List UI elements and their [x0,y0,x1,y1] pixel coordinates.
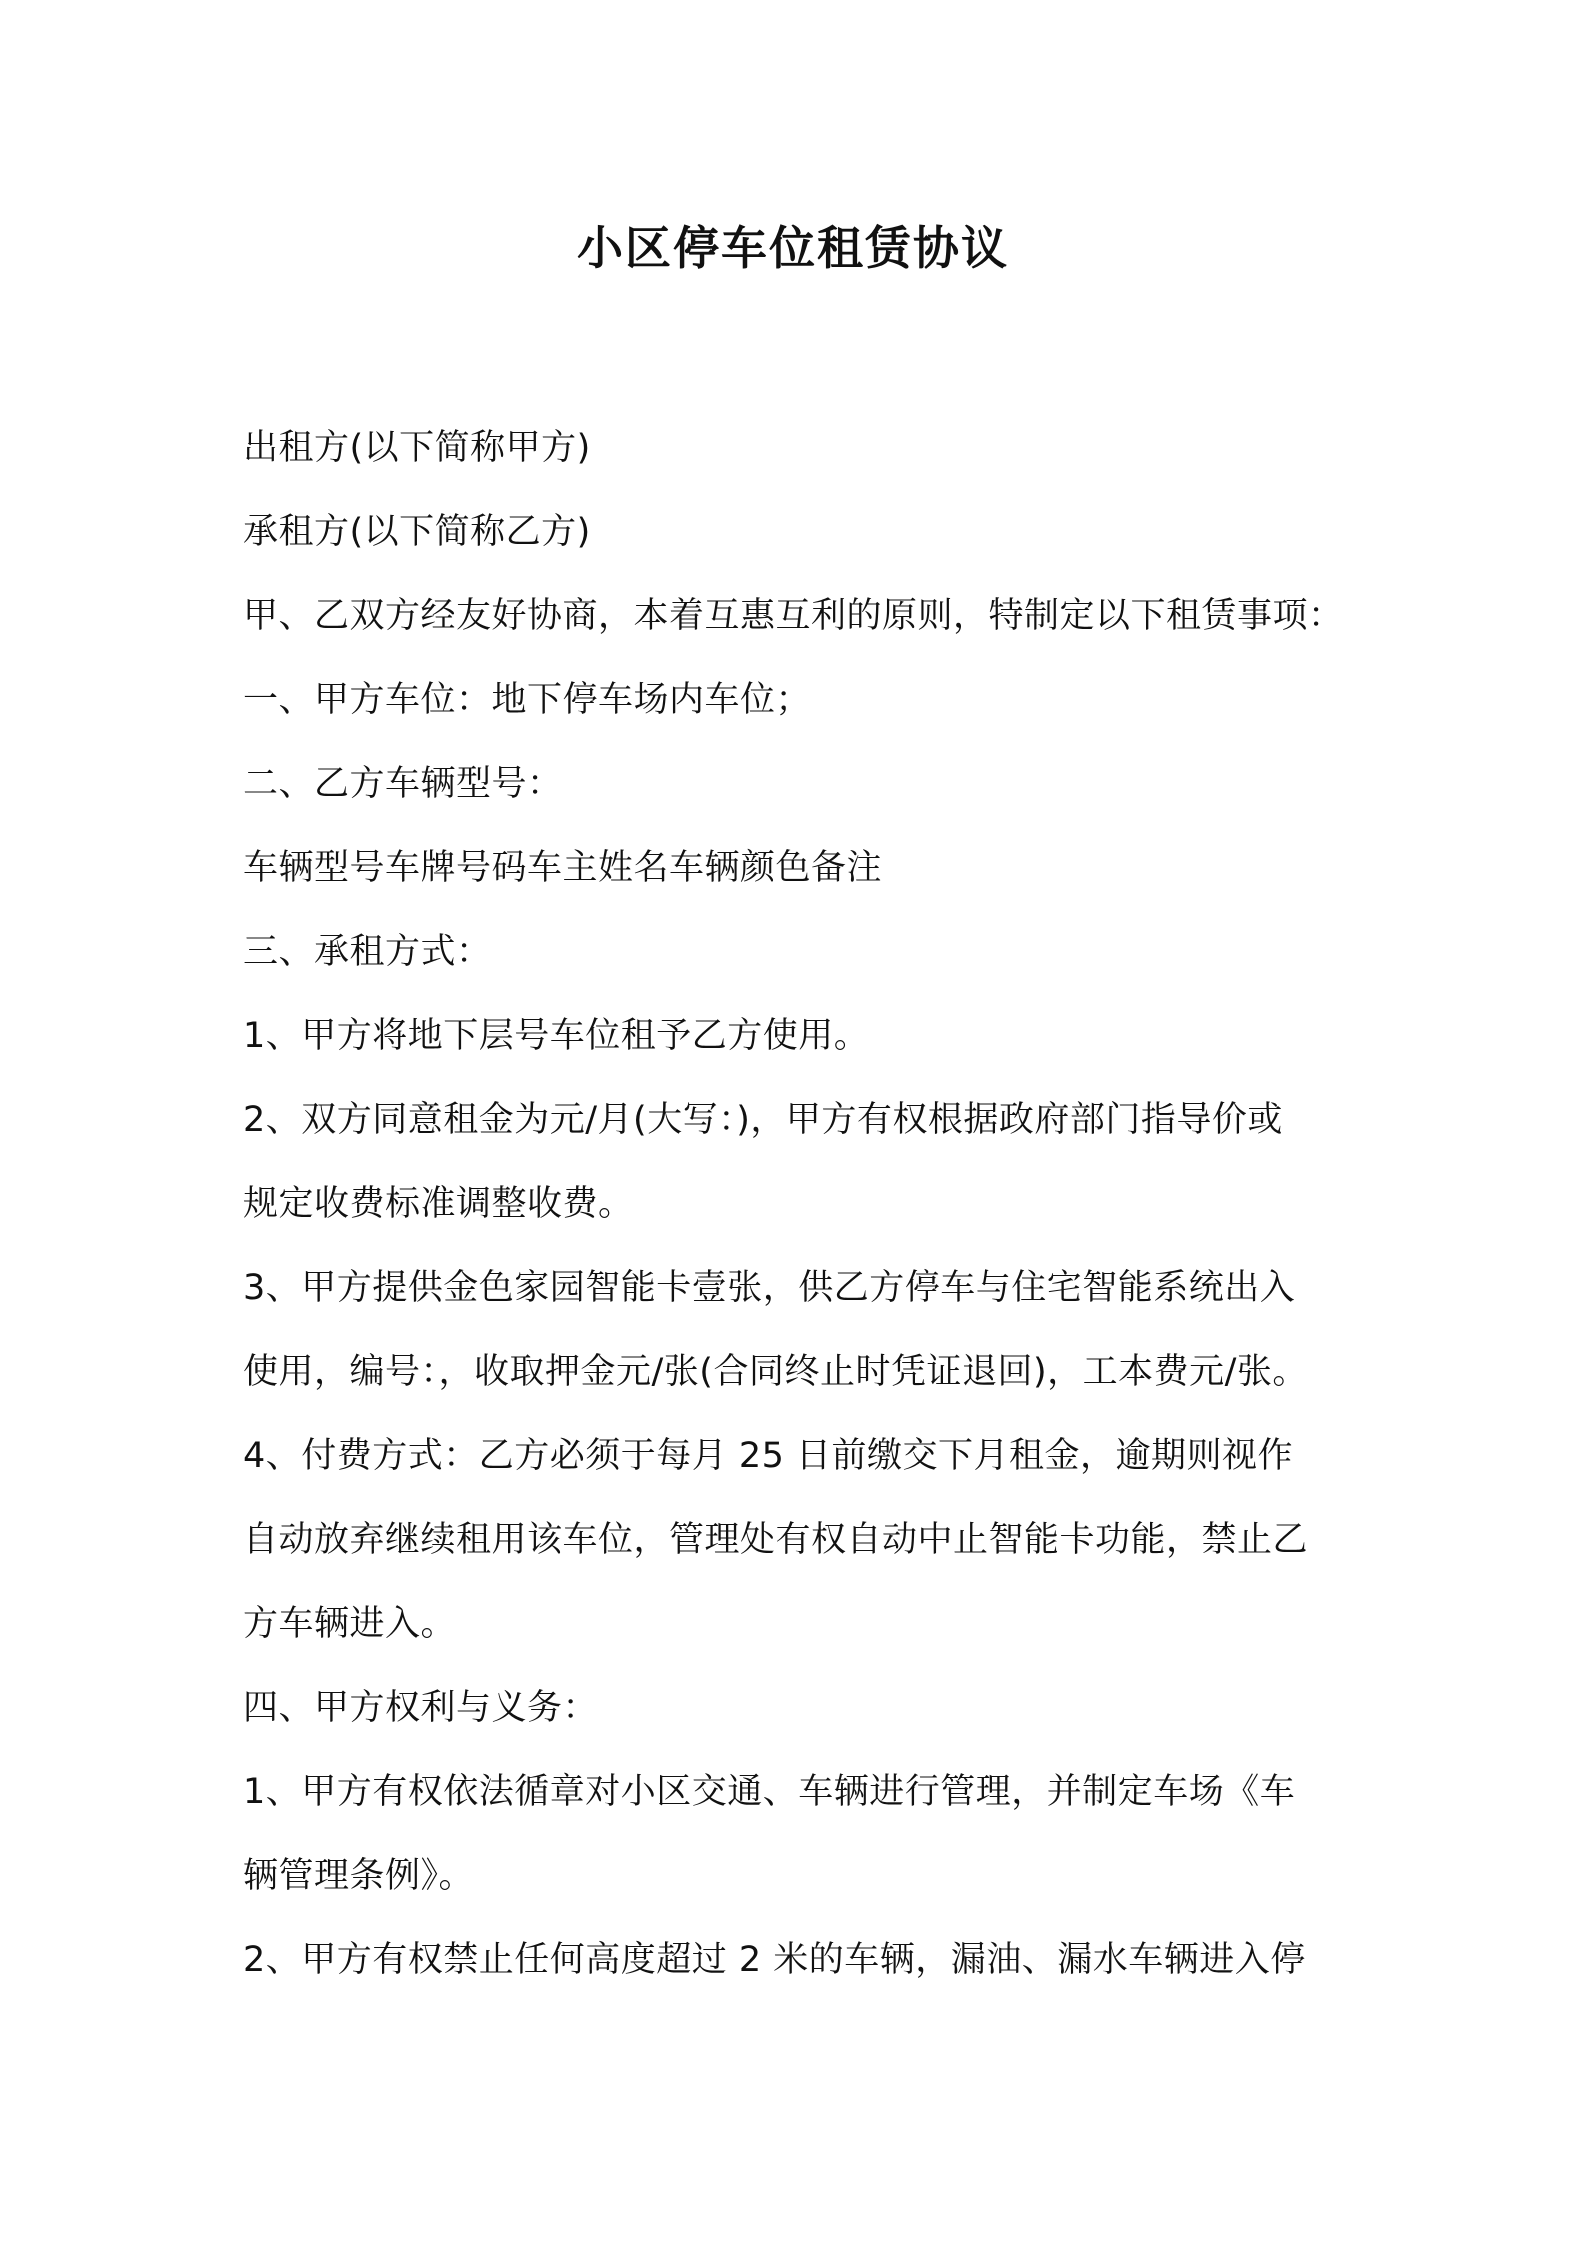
text-line-preamble: 甲、乙双方经友好协商，本着互惠互利的原则，特制定以下租赁事项： [243,596,1344,636]
text-line-clause-4-2a: 2、甲方有权禁止任何高度超过 2 米的车辆，漏油、漏水车辆进入停 [243,1940,1306,1980]
text-line-clause-3-1: 1、甲方将地下层号车位租予乙方使用。 [243,1016,870,1056]
text-line-lessor: 出租方(以下简称甲方) [243,428,591,468]
text-line-vehicle-fields: 车辆型号车牌号码车主姓名车辆颜色备注 [243,848,883,888]
text-line-section-1: 一、甲方车位：地下停车场内车位； [243,680,812,720]
text-line-section-4: 四、甲方权利与义务： [243,1688,599,1728]
text-line-clause-3-4a: 4、付费方式：乙方必须于每月 25 日前缴交下月租金，逾期则视作 [243,1436,1294,1476]
text-line-clause-4-1b: 辆管理条例》。 [243,1856,475,1896]
text-line-lessee: 承租方(以下简称乙方) [243,512,591,552]
text-line-clause-3-2a: 2、双方同意租金为元/月(大写：)，甲方有权根据政府部门指导价或 [243,1100,1283,1140]
text-line-clause-3-2b: 规定收费标准调整收费。 [243,1184,634,1224]
text-line-clause-3-3a: 3、甲方提供金色家园智能卡壹张，供乙方停车与住宅智能系统出入 [243,1268,1296,1308]
text-line-clause-4-1a: 1、甲方有权依法循章对小区交通、车辆进行管理，并制定车场《车 [243,1772,1296,1812]
text-line-section-3: 三、承租方式： [243,932,492,972]
text-line-clause-3-4c: 方车辆进入。 [243,1604,457,1644]
document-body [243,406,1363,2002]
text-line-section-2: 二、乙方车辆型号： [243,764,563,804]
text-line-clause-3-3b: 使用，编号：，收取押金元/张(合同终止时凭证退回)，工本费元/张。 [243,1352,1308,1392]
document-title: 小区停车位租赁协议 [577,221,1009,275]
text-line-clause-3-4b: 自动放弃继续租用该车位，管理处有权自动中止智能卡功能，禁止乙 [243,1520,1309,1560]
